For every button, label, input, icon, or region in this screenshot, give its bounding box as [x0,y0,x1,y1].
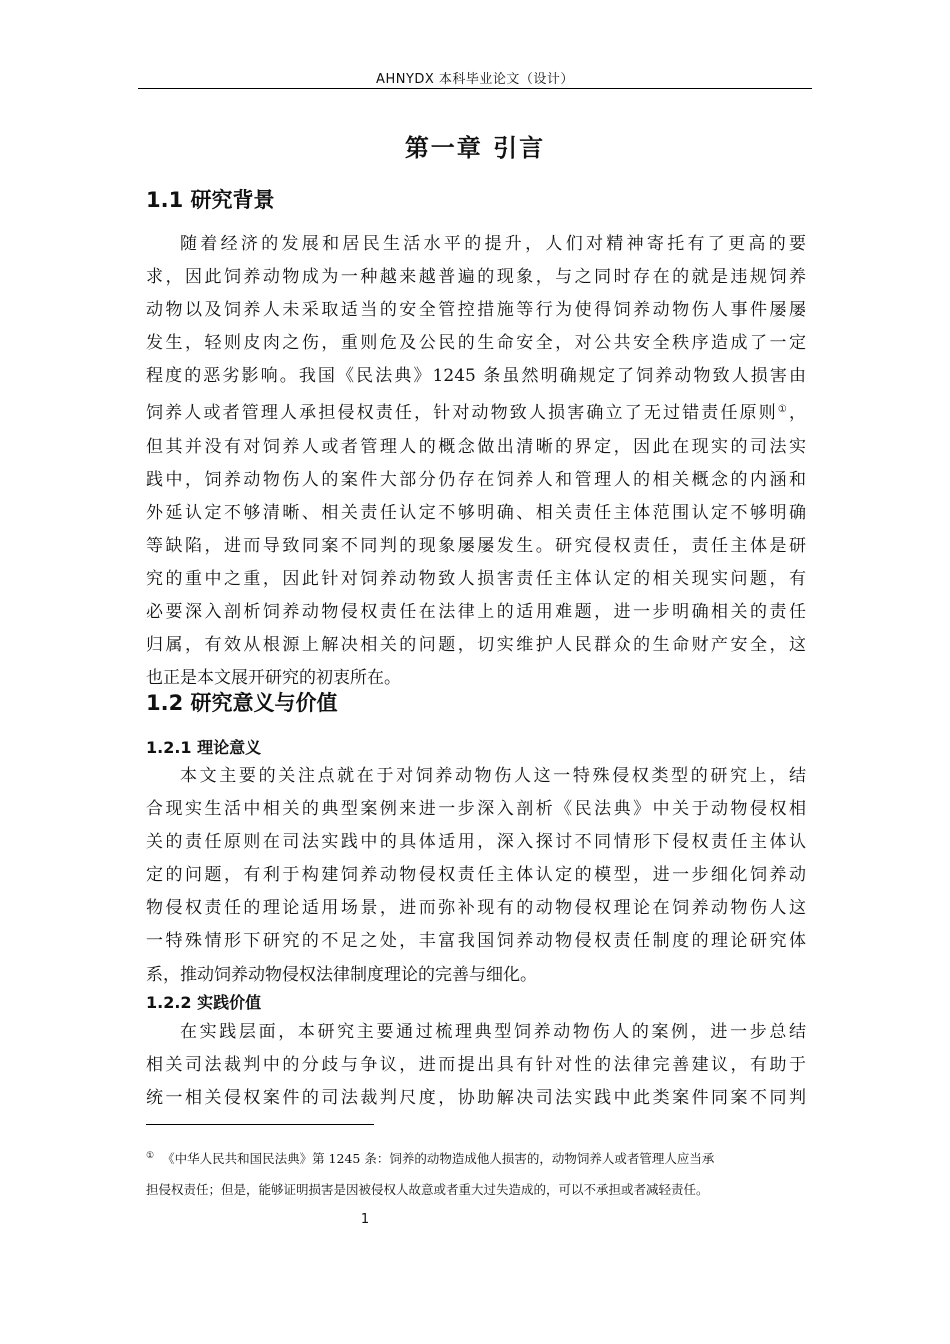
para-line: 但其并没有对饲养人或者管理人的概念做出清晰的界定，因此在现实的司法实 [146,436,806,457]
para-line: 外延认定不够清晰、相关责任认定不够明确、相关责任主体范围认定不够明确 [146,502,806,523]
para-line: 在实践层面，本研究主要通过梳理典型饲养动物伤人的案例，进一步总结 [180,1022,806,1042]
para-line: 物侵权责任的理论适用场景，进而弥补现有的动物侵权理论在饲养动物伤人这 [146,898,806,919]
para-line: 本文主要的关注点就在于对饲养动物伤人这一特殊侵权类型的研究上，结 [180,766,806,786]
section-heading-1-2: 1.2 研究意义与价值 [146,691,338,715]
section-heading-1-1: 1.1 研究背景 [146,188,275,212]
para-line: 随着经济的发展和居民生活水平的提升，人们对精神寄托有了更高的要 [180,234,806,254]
footnote-reference[interactable]: ① [777,404,790,416]
footnote-line-2: 担侵权责任；但是，能够证明损害是因被侵权人故意或者重大过失造成的，可以不承担或者减轻责任。 [146,1182,709,1197]
para-line: 必要深入剖析饲养动物侵权责任在法律上的适用难题，进一步明确相关的责任 [146,602,806,623]
para-line: 相关司法裁判中的分歧与争议，进而提出具有针对性的法律完善建议，有助于 [146,1055,806,1076]
subsection-heading-1-2-1: 1.2.1 理论意义 [146,738,262,757]
paragraph-theoretical-significance [146,760,806,992]
para-line: 等缺陷，进而导致同案不同判的现象屡屡发生。研究侵权责任，责任主体是研 [146,535,806,556]
para-line: 定的问题，有利于构建饲养动物侵权责任主体认定的模型，进一步细化饲养动 [146,865,806,886]
para-line: 也正是本文展开研究的初衷所在。 [146,668,401,689]
paragraph-practical-value [146,1016,806,1115]
para-line: 动物以及饲养人未采取适当的安全管控措施等行为使得饲养动物伤人事件屡屡 [146,300,806,321]
footnote-line-1 [146,1140,806,1175]
page-header: AHNYDX 本科毕业论文（设计） [376,72,574,87]
para-line: 合现实生活中相关的典型案例来进一步深入剖析《民法典》中关于动物侵权相 [146,799,806,820]
footnote-marker: ① [146,1151,155,1161]
para-line: 程度的恶劣影响。我国《民法典》1245 条虽然明确规定了饲养动物致人损害由 [146,366,806,387]
para-line: 统一相关侵权案件的司法裁判尺度，协助解决司法实践中此类案件同案不同判 [146,1088,806,1109]
para-line-text: 饲养人或者管理人承担侵权责任，针对动物致人损害确立了无过错责任原则 [146,403,778,424]
para-line: 归属，有效从根源上解决相关的问题，切实维护人民群众的生命财产安全，这 [146,635,806,656]
paragraph-research-background [146,228,806,695]
para-line-tail: ， [789,403,807,424]
para-line: 究的重中之重，因此针对饲养动物致人损害责任主体认定的相关现实问题，有 [146,568,806,589]
para-line: 一特殊情形下研究的不足之处，丰富我国饲养动物侵权责任制度的理论研究体 [146,931,806,952]
footnote-separator [146,1124,374,1125]
para-line: 系，推动饲养动物侵权法律制度理论的完善与细化。 [146,964,537,985]
subsection-heading-1-2-2: 1.2.2 实践价值 [146,993,262,1012]
page-number: 1 [360,1212,370,1227]
para-line-with-footnote [146,393,806,430]
para-line: 关的责任原则在司法实践中的具体适用，深入探讨不同情形下侵权责任主体认 [146,832,806,853]
para-line: 发生，轻则皮肉之伤，重则危及公民的生命安全，对公共安全秩序造成了一定 [146,333,806,354]
header-rule [138,88,812,89]
para-line: 求，因此饲养动物成为一种越来越普遍的现象，与之同时存在的就是违规饲养 [146,267,806,288]
footnote-text: 《中华人民共和国民法典》第 1245 条：饲养的动物造成他人损害的，动物饲养人或者管理人应当承 [162,1151,715,1166]
para-line: 践中，饲养动物伤人的案件大部分仍存在饲养人和管理人的相关概念的内涵和 [146,469,806,490]
chapter-title: 第一章 引言 [404,134,546,162]
